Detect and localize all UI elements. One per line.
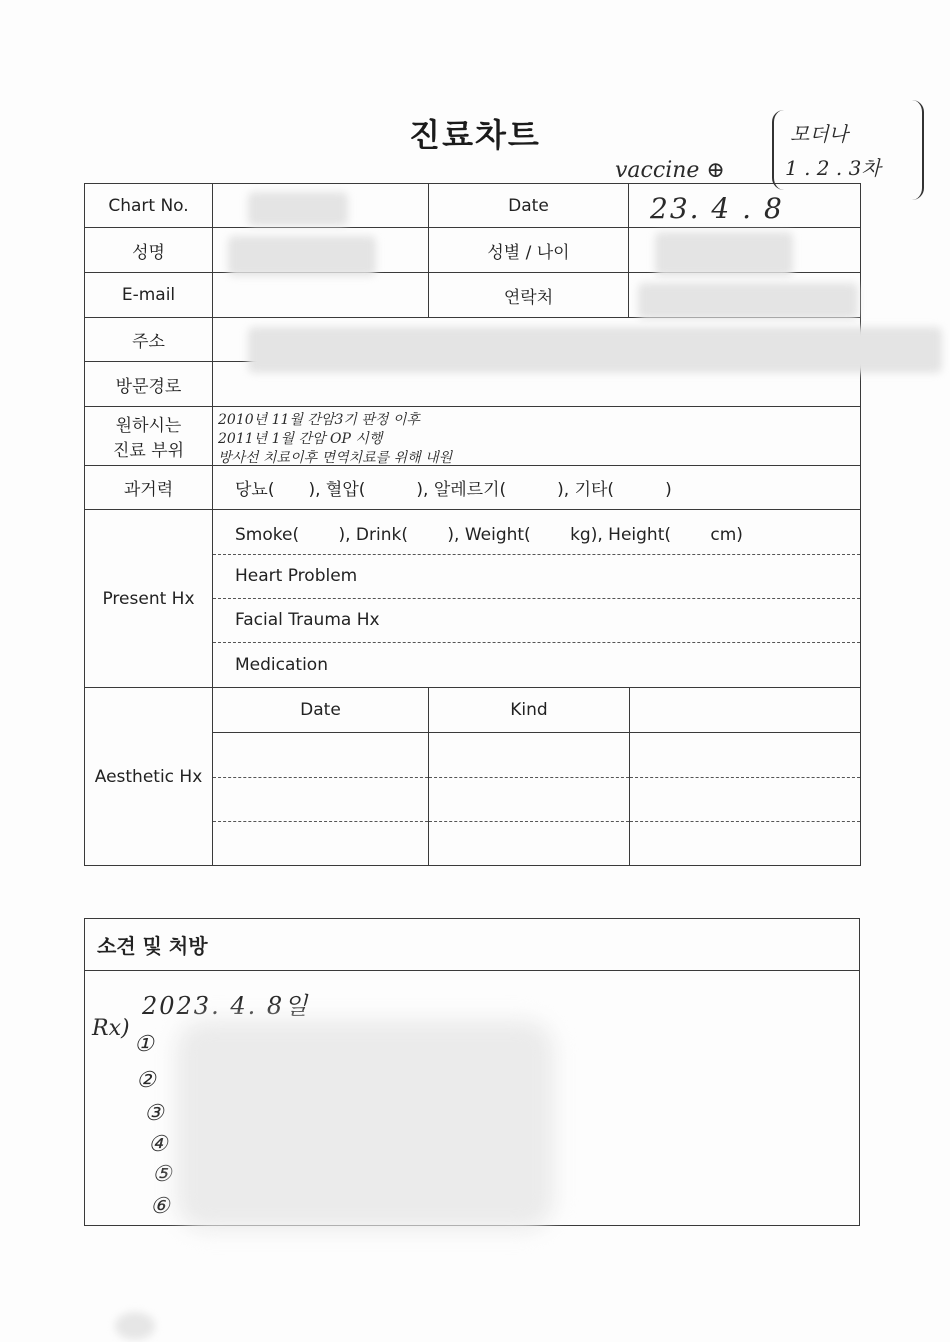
past-history-label: 과거력 — [85, 466, 213, 510]
present-hx-line[interactable] — [213, 511, 860, 555]
rx-date-handwriting: 2023. 4. 8일 — [142, 992, 310, 1020]
rx-item-handwriting: ⑤ — [152, 1162, 172, 1187]
aesthetic-date-header: Date — [213, 688, 429, 732]
vaccine-note: vaccine ⊕ — [615, 158, 725, 183]
present-hx-line[interactable] — [213, 643, 860, 687]
redacted-chart-no — [248, 192, 348, 226]
desired-area-handwriting: 방사선 치료이후 면역치료를 위해 내원 — [218, 450, 453, 466]
chart-no-label: Chart No. — [85, 184, 213, 228]
rx-item-handwriting: ① — [134, 1032, 154, 1057]
bracket-icon — [908, 100, 924, 200]
desired-area-handwriting: 2010년 11월 간암3기 판정 이후 — [218, 412, 420, 428]
present-hx-field — [213, 510, 861, 688]
rx-label-handwriting: Rx) — [92, 1016, 130, 1041]
date-label: Date — [429, 184, 629, 228]
rx-item-handwriting: ③ — [144, 1101, 164, 1126]
visit-route-label: 방문경로 — [85, 362, 213, 407]
redacted-contact — [638, 283, 858, 319]
address-label: 주소 — [85, 318, 213, 362]
redacted-name — [228, 236, 376, 276]
past-history-text: 당뇨( ), 혈압( ), 알레르기( ), 기타( ) — [235, 480, 672, 500]
email-field[interactable] — [213, 273, 429, 318]
vaccine-doses: 1 . 2 . 3차 — [785, 156, 881, 180]
rx-item-handwriting: ⑥ — [150, 1194, 170, 1219]
aesthetic-extra-header — [630, 688, 860, 732]
present-hx-text: Heart Problem — [235, 566, 358, 586]
present-hx-line[interactable] — [213, 599, 860, 643]
present-hx-text: Smoke( ), Drink( ), Weight( kg), Height( cm) — [235, 524, 743, 545]
contact-label: 연락처 — [429, 273, 629, 318]
name-label: 성명 — [85, 228, 213, 273]
redacted-prescription — [176, 1020, 554, 1230]
aesthetic-extra-cell[interactable] — [630, 733, 860, 865]
desired-area-handwriting: 2011년 1월 간암 OP 시행 — [218, 431, 383, 447]
findings-title: 소견 및 처방 — [85, 919, 859, 971]
redacted-address — [248, 327, 942, 373]
present-hx-text: Medication — [235, 654, 328, 675]
desired-area-label — [85, 407, 213, 466]
rx-item-handwriting: ② — [136, 1068, 156, 1093]
rx-item-handwriting: ④ — [148, 1132, 168, 1157]
present-hx-text: Facial Trauma Hx — [235, 610, 380, 630]
vaccine-brand: 모더나 — [790, 122, 848, 146]
past-history-field[interactable] — [213, 466, 861, 510]
aesthetic-hx-field — [213, 688, 861, 866]
email-label: E-mail — [85, 273, 213, 318]
redacted-gender-age — [655, 232, 793, 276]
visit-date-handwriting: 23. 4 . 8 — [650, 192, 784, 225]
scan-smudge — [115, 1312, 155, 1340]
desired-area-label-line1: 원하시는 — [115, 416, 182, 436]
page-title: 진료차트 — [409, 116, 541, 154]
aesthetic-kind-header: Kind — [429, 688, 630, 732]
aesthetic-kind-cell[interactable] — [429, 733, 630, 865]
present-hx-label: Present Hx — [85, 510, 213, 688]
aesthetic-date-cell[interactable] — [213, 733, 429, 865]
desired-area-label-line2: 진료 부위 — [112, 441, 185, 461]
present-hx-line[interactable] — [213, 555, 860, 599]
gender-age-label: 성별 / 나이 — [429, 228, 629, 273]
bracket-icon — [772, 110, 788, 190]
aesthetic-hx-label: Aesthetic Hx — [85, 688, 213, 866]
